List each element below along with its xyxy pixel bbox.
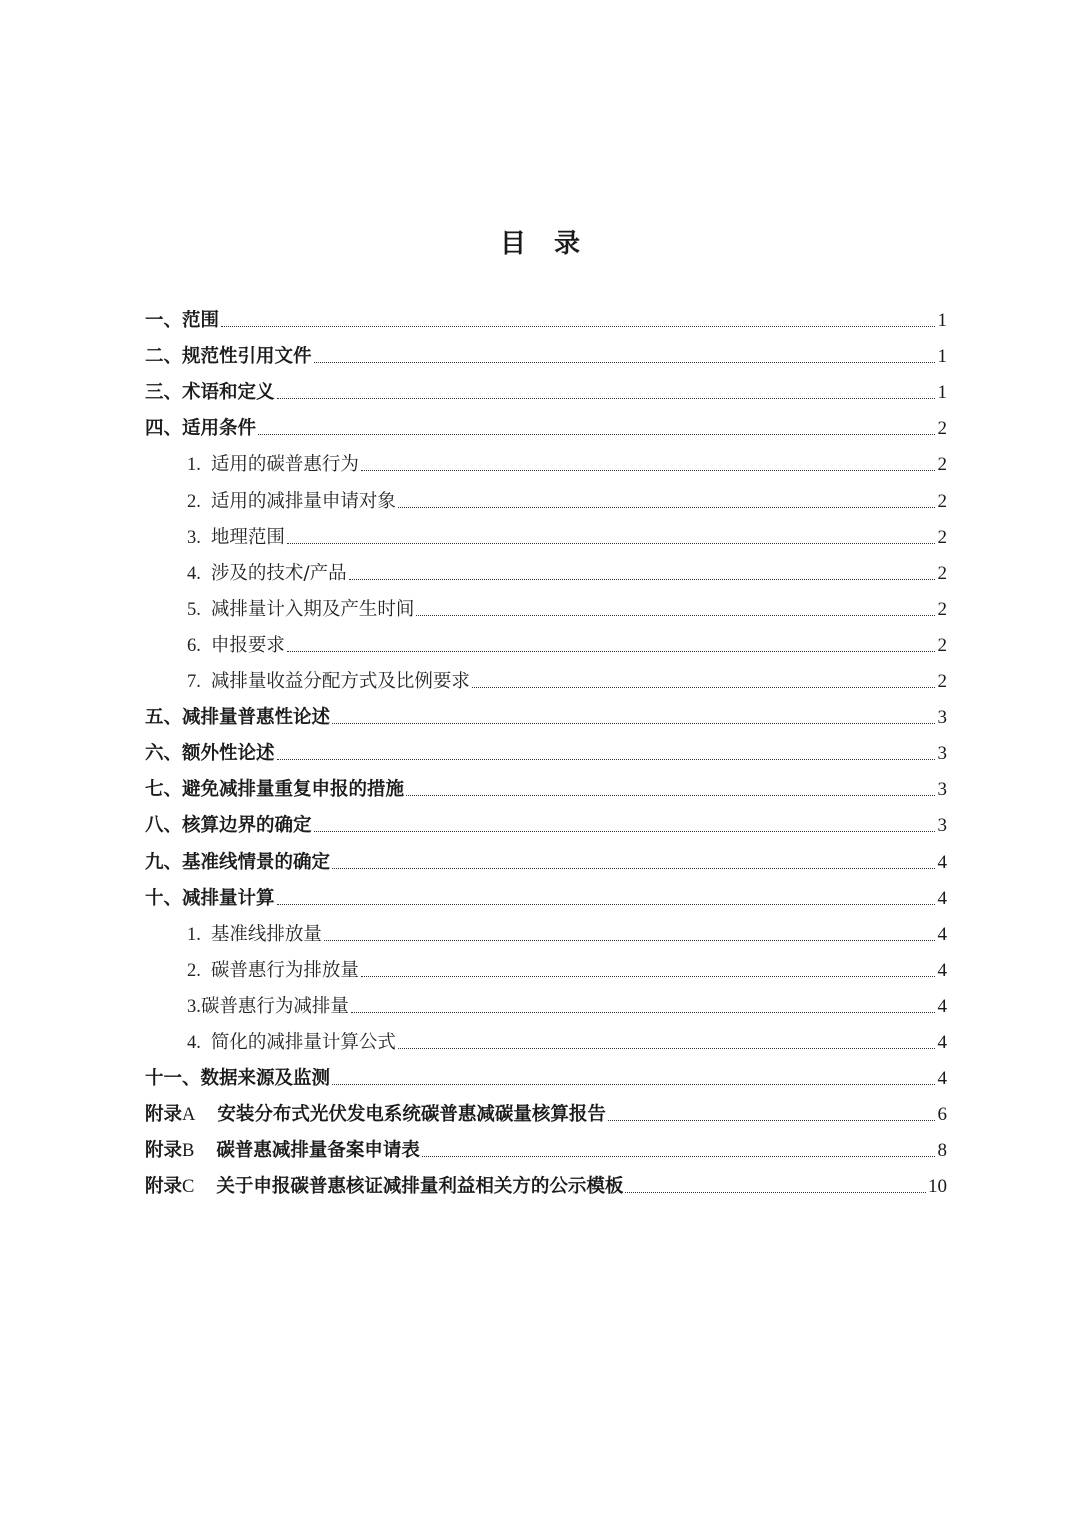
toc-entry[interactable] — [145, 589, 947, 625]
toc-entry-label: 七、避免减排量重复申报的措施 — [145, 779, 405, 801]
toc-entry-text — [145, 1139, 420, 1163]
dot-leader — [287, 543, 935, 544]
toc-entry-number: 7. — [187, 672, 201, 693]
toc-entry-label: 简化的减排量计算公式 — [210, 1031, 396, 1053]
toc-entry[interactable] — [145, 517, 947, 553]
toc-entry[interactable] — [145, 914, 947, 950]
toc-entry-label: 六、额外性论述 — [145, 743, 275, 765]
toc-entry-label: 地理范围 — [210, 526, 285, 548]
toc-entry-text — [145, 345, 312, 369]
dot-leader — [277, 398, 935, 399]
toc-page-number: 1 — [937, 346, 947, 368]
appendix-prefix-label: 附录 — [145, 1140, 183, 1162]
appendix-prefix — [145, 1104, 195, 1125]
toc-entry-text — [145, 814, 312, 838]
toc-entry[interactable] — [145, 444, 947, 480]
toc-entry-label: 基准线排放量 — [210, 923, 322, 945]
toc-entry-text — [145, 381, 275, 405]
toc-entry-label: 适用的碳普惠行为 — [210, 454, 359, 476]
dot-leader — [314, 831, 935, 832]
toc-entry[interactable] — [145, 769, 947, 805]
toc-entry-text — [187, 634, 285, 658]
toc-entry-label: 一、范围 — [145, 310, 220, 332]
toc-entry-label: 申报要求 — [210, 634, 285, 656]
title-char-left: 目 — [499, 229, 526, 259]
toc-entry-label: 三、术语和定义 — [145, 382, 275, 404]
toc-entry-text — [145, 742, 275, 766]
dot-leader — [416, 615, 935, 616]
dot-leader — [422, 1156, 935, 1157]
toc-entry-text — [145, 887, 275, 911]
toc-entry-label: 二、规范性引用文件 — [145, 346, 312, 368]
appendix-letter: A — [182, 1105, 196, 1126]
dot-leader — [351, 1012, 935, 1013]
toc-entry-text — [187, 923, 322, 947]
toc-entry-label: 五、减排量普惠性论述 — [145, 707, 331, 729]
toc-entry-label: 减排量收益分配方式及比例要求 — [210, 671, 470, 693]
dot-leader — [361, 470, 935, 471]
dot-leader — [349, 579, 935, 580]
toc-entry[interactable] — [145, 372, 947, 408]
toc-page-number: 2 — [937, 562, 947, 584]
toc-page-number: 4 — [937, 887, 947, 909]
toc-entry-label: 适用的减排量申请对象 — [210, 490, 396, 512]
toc-page-number: 2 — [937, 454, 947, 476]
toc-entry-number: 3. — [187, 996, 201, 1017]
toc-page-number: 4 — [937, 995, 947, 1017]
dot-leader — [608, 1120, 935, 1121]
toc-page-number: 3 — [937, 743, 947, 765]
dot-leader — [221, 326, 935, 327]
dot-leader — [332, 1084, 935, 1085]
toc-entry-text — [145, 1067, 330, 1091]
toc-entry[interactable] — [145, 805, 947, 841]
toc-page-number: 4 — [937, 959, 947, 981]
toc-entry-number: 5. — [187, 599, 201, 620]
toc-entry-text — [145, 778, 404, 802]
appendix-prefix-label: 附录 — [145, 1104, 183, 1126]
dot-leader — [287, 651, 935, 652]
appendix-prefix-label: 附录 — [145, 1176, 183, 1198]
toc-page-number: 2 — [937, 418, 947, 440]
toc-entry[interactable] — [145, 1166, 947, 1202]
toc-entry-text — [145, 706, 330, 730]
toc-entry-number: 2. — [187, 960, 201, 981]
toc-entry-number: 4. — [187, 1032, 201, 1053]
toc-entry[interactable] — [145, 697, 947, 733]
toc-page-number: 2 — [937, 634, 947, 656]
toc-page-number: 10 — [928, 1176, 947, 1198]
toc-page-number: 1 — [937, 382, 947, 404]
toc-entry-text — [145, 1175, 623, 1199]
toc-page-number: 2 — [937, 671, 947, 693]
toc-entry[interactable] — [145, 1094, 947, 1130]
toc-entry-text — [187, 670, 470, 694]
dot-leader — [332, 723, 935, 724]
toc-entry-label: 十、减排量计算 — [145, 887, 275, 909]
toc-entry-label: 碳普惠减排量备案申请表 — [216, 1140, 420, 1162]
toc-entry-text — [187, 1031, 396, 1055]
toc-page-number: 1 — [937, 310, 947, 332]
toc-page-number: 2 — [937, 526, 947, 548]
toc-entry[interactable] — [145, 878, 947, 914]
toc-entry[interactable] — [145, 986, 947, 1022]
dot-leader — [361, 976, 935, 977]
toc-entry-text — [187, 995, 349, 1019]
appendix-prefix — [145, 1140, 194, 1161]
toc-entry-number: 3. — [187, 527, 201, 548]
toc-page-number: 4 — [937, 851, 947, 873]
toc-entry-label: 八、核算边界的确定 — [145, 815, 312, 837]
toc-page-number: 8 — [937, 1140, 947, 1162]
toc-entry[interactable] — [145, 408, 947, 444]
toc-entry[interactable] — [145, 553, 947, 589]
toc-entry[interactable] — [145, 1022, 947, 1058]
toc-entry[interactable] — [145, 300, 947, 336]
dot-leader — [398, 1048, 935, 1049]
toc-entry-label: 涉及的技术/产品 — [210, 562, 347, 584]
toc-entry[interactable] — [145, 625, 947, 661]
toc-page-number: 3 — [937, 779, 947, 801]
toc-entry-text — [187, 598, 414, 622]
dot-leader — [277, 759, 935, 760]
page-title — [0, 226, 1080, 262]
toc-entry-label: 碳普惠行为减排量 — [200, 995, 349, 1017]
toc-entry[interactable] — [145, 336, 947, 372]
toc-entry-label: 减排量计入期及产生时间 — [210, 598, 415, 620]
toc-entry[interactable] — [145, 480, 947, 516]
toc-entry-label: 四、适用条件 — [145, 418, 257, 440]
toc-entry-label: 十一、数据来源及监测 — [145, 1068, 331, 1090]
toc-entry-number: 4. — [187, 563, 201, 584]
toc-entry[interactable] — [145, 661, 947, 697]
toc-entry[interactable] — [145, 1058, 947, 1094]
toc-page-number: 2 — [937, 490, 947, 512]
toc-entry[interactable] — [145, 733, 947, 769]
toc-entry[interactable] — [145, 1130, 947, 1166]
toc-entry-number: 2. — [187, 491, 201, 512]
toc-page-number: 4 — [937, 1068, 947, 1090]
toc-page-number: 2 — [937, 598, 947, 620]
dot-leader — [406, 795, 935, 796]
appendix-prefix — [145, 1176, 194, 1197]
toc-page-number: 4 — [937, 1031, 947, 1053]
toc-entry-text — [187, 526, 285, 550]
dot-leader — [324, 940, 935, 941]
toc-entry[interactable] — [145, 950, 947, 986]
toc-entry-label: 安装分布式光伏发电系统碳普惠减碳量核算报告 — [217, 1104, 606, 1126]
dot-leader — [625, 1192, 926, 1193]
dot-leader — [332, 868, 935, 869]
dot-leader — [398, 507, 935, 508]
toc-entry-number: 6. — [187, 635, 201, 656]
toc-entry-text — [187, 959, 359, 983]
dot-leader — [472, 687, 935, 688]
dot-leader — [258, 434, 935, 435]
title-char-right: 录 — [554, 229, 581, 259]
toc-entry-text — [187, 453, 359, 477]
toc-page-number: 6 — [937, 1104, 947, 1126]
dot-leader — [314, 362, 935, 363]
toc-entry-text — [145, 851, 330, 875]
appendix-letter: B — [182, 1141, 195, 1162]
toc-entry[interactable] — [145, 841, 947, 877]
toc-page-number: 3 — [937, 815, 947, 837]
toc-entry-text — [187, 562, 347, 586]
toc-entry-label: 碳普惠行为排放量 — [210, 959, 359, 981]
toc-entry-text — [187, 490, 396, 514]
table-of-contents — [145, 300, 947, 1202]
toc-entry-text — [145, 309, 219, 333]
toc-entry-text — [145, 417, 256, 441]
toc-page-number: 4 — [937, 923, 947, 945]
toc-entry-label: 关于申报碳普惠核证减排量利益相关方的公示模板 — [216, 1176, 624, 1198]
toc-entry-label: 九、基准线情景的确定 — [145, 851, 331, 873]
dot-leader — [277, 904, 935, 905]
toc-entry-text — [145, 1103, 606, 1127]
toc-page-number: 3 — [937, 707, 947, 729]
appendix-letter: C — [182, 1177, 195, 1198]
toc-entry-number: 1. — [187, 455, 201, 476]
toc-entry-number: 1. — [187, 924, 201, 945]
